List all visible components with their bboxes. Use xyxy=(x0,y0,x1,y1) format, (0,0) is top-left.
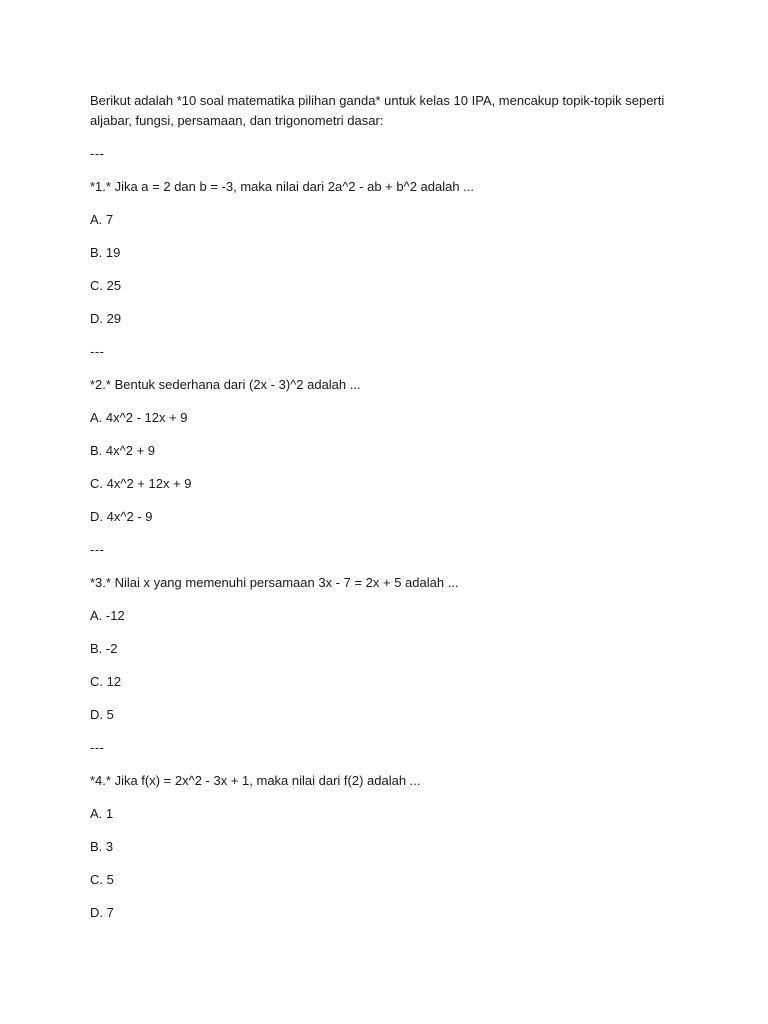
separator: --- xyxy=(90,146,105,161)
question-text: *3.* Nilai x yang memenuhi persamaan 3x - 7 = 2x + 5 adalah ... xyxy=(90,575,459,590)
option-a: A. 1 xyxy=(90,806,114,821)
option-d: D. 5 xyxy=(90,707,114,722)
option-b: B. 4x^2 + 9 xyxy=(90,443,155,458)
option-d: D. 29 xyxy=(90,311,122,326)
question-4 xyxy=(90,771,680,923)
option-d: D. 4x^2 - 9 xyxy=(90,509,153,524)
document-body xyxy=(90,91,680,936)
option-b: B. -2 xyxy=(90,641,118,656)
option-b: B. 3 xyxy=(90,839,114,854)
separator: --- xyxy=(90,740,105,755)
option-c: C. 12 xyxy=(90,674,122,689)
question-text: *4.* Jika f(x) = 2x^2 - 3x + 1, maka nilai dari f(2) adalah ... xyxy=(90,773,421,788)
option-c: C. 4x^2 + 12x + 9 xyxy=(90,476,192,491)
question-text: *2.* Bentuk sederhana dari (2x - 3)^2 adalah ... xyxy=(90,377,361,392)
option-a: A. 4x^2 - 12x + 9 xyxy=(90,410,188,425)
intro-paragraph: Berikut adalah *10 soal matematika pilihan ganda* untuk kelas 10 IPA, mencakup topik-topik seperti aljabar, fungsi, persamaan, dan trigonometri dasar: xyxy=(90,93,665,128)
option-b: B. 19 xyxy=(90,245,121,260)
option-c: C. 5 xyxy=(90,872,114,887)
option-a: A. -12 xyxy=(90,608,125,623)
question-text: *1.* Jika a = 2 dan b = -3, maka nilai dari 2a^2 - ab + b^2 adalah ... xyxy=(90,179,475,194)
separator: --- xyxy=(90,344,105,359)
option-a: A. 7 xyxy=(90,212,114,227)
option-c: C. 25 xyxy=(90,278,122,293)
question-1 xyxy=(90,177,680,329)
question-2 xyxy=(90,375,680,527)
question-3 xyxy=(90,573,680,725)
option-d: D. 7 xyxy=(90,905,114,920)
separator: --- xyxy=(90,542,105,557)
